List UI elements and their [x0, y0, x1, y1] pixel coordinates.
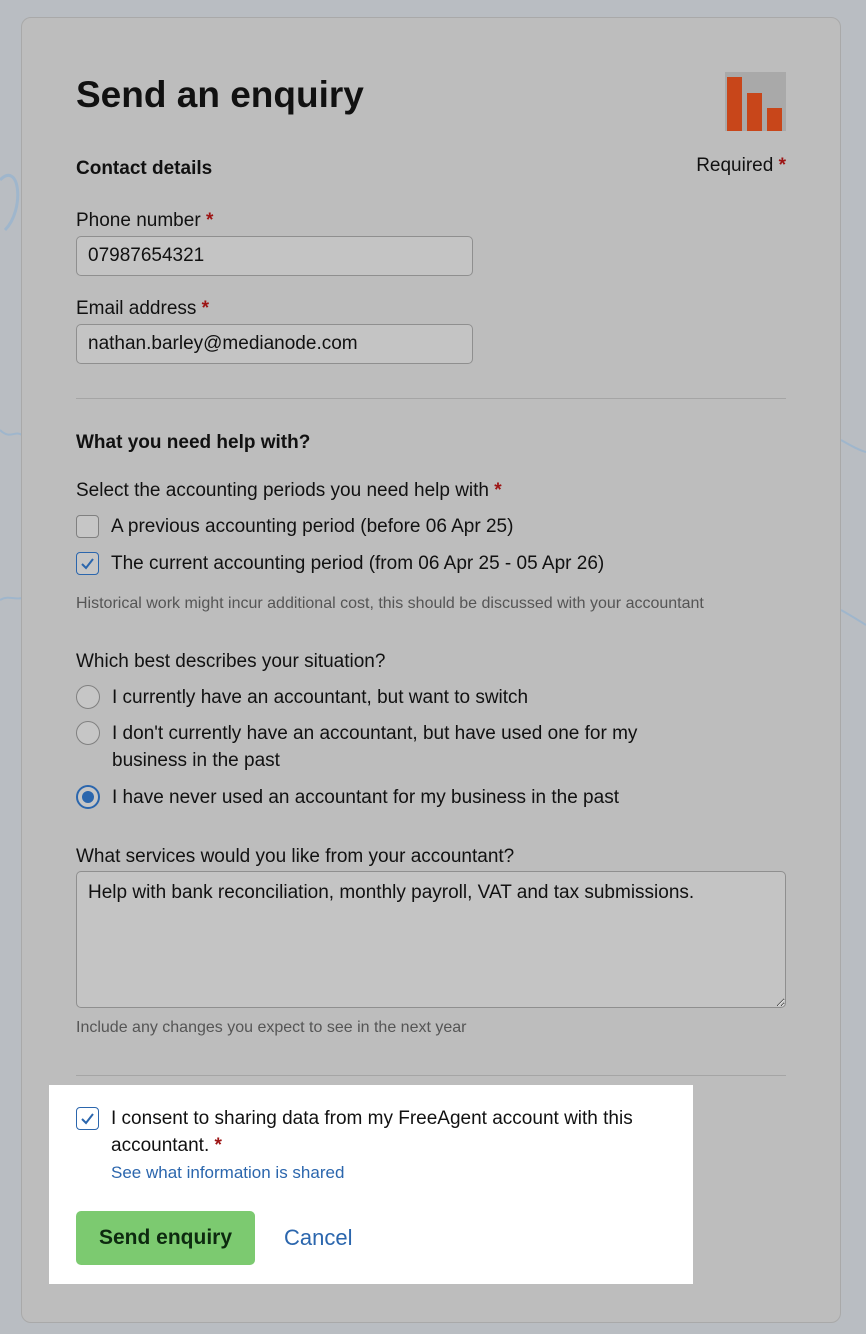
period-previous-label: A previous accounting period (before 06 Apr 25) [111, 516, 514, 537]
services-question: What services would you like from your accountant? [76, 846, 515, 867]
page-title: Send an enquiry [76, 74, 364, 115]
period-current-checkbox[interactable] [76, 552, 99, 575]
situation-switch-label: I currently have an accountant, but want to switch [112, 687, 529, 708]
required-marker: * [778, 155, 786, 176]
phone-label: Phone number * [76, 210, 214, 231]
consent-label: I consent to sharing data from my FreeAgent account with this accountant. * [111, 1108, 633, 1156]
email-label: Email address * [76, 298, 210, 319]
situation-used-before-label: I don't currently have an accountant, but have used one for my business in the past [112, 723, 638, 771]
period-option-current[interactable] [76, 553, 604, 577]
period-previous-checkbox[interactable] [76, 515, 99, 538]
situation-option-used-before[interactable] [76, 723, 692, 774]
help-heading: What you need help with? [76, 432, 311, 453]
situation-switch-radio[interactable] [76, 685, 100, 709]
periods-question: Select the accounting periods you need help with * [76, 480, 502, 501]
shared-info-link[interactable]: See what information is shared [111, 1163, 345, 1182]
email-input[interactable] [76, 324, 473, 364]
situation-option-never[interactable] [76, 787, 619, 811]
periods-hint: Historical work might incur additional cost, this should be discussed with your accountant [76, 595, 704, 612]
cancel-button[interactable]: Cancel [272, 1211, 364, 1265]
accountant-logo [725, 72, 786, 131]
check-icon [80, 1111, 95, 1126]
services-textarea[interactable] [76, 871, 786, 1008]
required-note: Required * [696, 155, 786, 176]
phone-input[interactable] [76, 236, 473, 276]
contact-details-heading: Contact details [76, 158, 213, 179]
section-divider [76, 1075, 786, 1076]
consent-checkbox[interactable] [76, 1107, 99, 1130]
services-hint: Include any changes you expect to see in the next year [76, 1019, 467, 1036]
situation-option-switch[interactable] [76, 687, 528, 711]
consent-option[interactable] [76, 1108, 686, 1159]
situation-never-radio[interactable] [76, 785, 100, 809]
situation-used-before-radio[interactable] [76, 721, 100, 745]
period-option-previous[interactable] [76, 516, 513, 540]
period-current-label: The current accounting period (from 06 Apr 25 - 05 Apr 26) [111, 553, 605, 574]
situation-never-label: I have never used an accountant for my business in the past [112, 787, 619, 808]
check-icon [80, 556, 95, 571]
send-enquiry-button[interactable]: Send enquiry [76, 1211, 255, 1265]
situation-question: Which best describes your situation? [76, 651, 386, 672]
section-divider [76, 398, 786, 399]
